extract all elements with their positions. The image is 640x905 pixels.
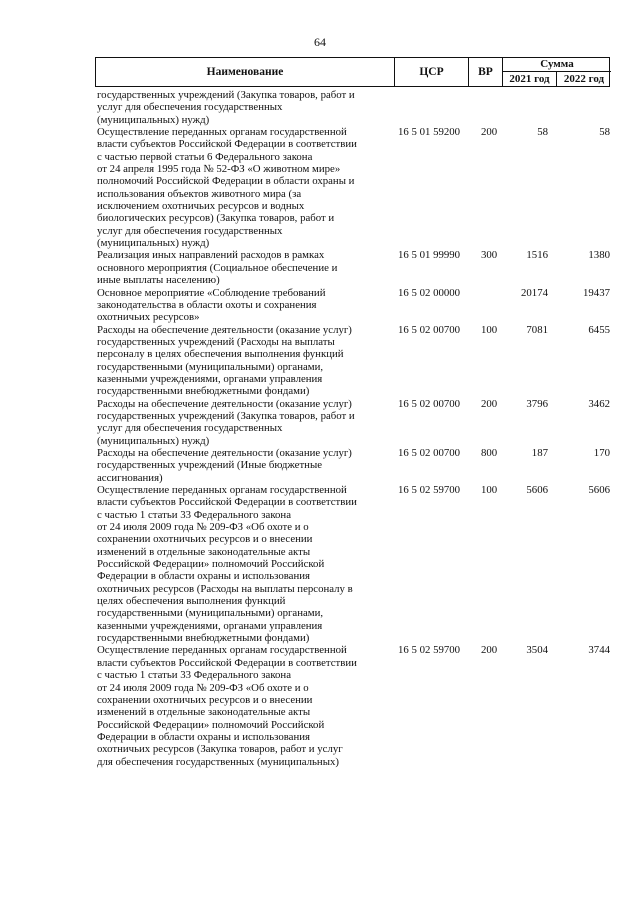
- row-vr: 200: [481, 644, 498, 657]
- table-row: [97, 89, 612, 126]
- row-name-line: основного мероприятия (Социальное обеспечение и: [97, 261, 338, 274]
- row-vr: 200: [481, 126, 498, 139]
- row-csr: 16 5 02 00700: [398, 446, 461, 459]
- row-csr: 16 5 02 59700: [398, 484, 461, 496]
- header-sum: Сумма: [503, 58, 611, 72]
- row-vr: 100: [481, 484, 498, 496]
- row-vr: 300: [481, 249, 498, 262]
- row-value-2022: 170: [593, 446, 610, 459]
- row-name: [97, 287, 389, 324]
- row-name-line: Федерации в области охраны и использования: [97, 730, 310, 743]
- table-row: [97, 126, 612, 249]
- row-name-line: Осуществление переданных органам государственной: [97, 126, 347, 139]
- row-name-line: (муниципальных) нужд): [97, 237, 210, 250]
- row-name-line: Российской Федерации» полномочий Российской: [97, 718, 325, 731]
- row-name-line: Российской Федерации» полномочий Российской: [97, 558, 325, 571]
- row-name-line: Расходы на обеспечение деятельности (оказание услуг): [97, 323, 352, 336]
- row-value-2021: 58: [537, 126, 548, 139]
- row-name: [97, 447, 389, 484]
- row-name-line: государственными (муниципальными) органами,: [97, 607, 324, 620]
- row-name-line: власти субъектов Российской Федерации в соответствии: [97, 496, 357, 509]
- row-name-line: изменений в отдельные законодательные акты: [97, 706, 311, 719]
- table-row: [97, 249, 612, 286]
- row-name: [97, 324, 389, 398]
- row-vr: 100: [481, 323, 498, 336]
- row-name-line: услуг для обеспечения государственных: [97, 224, 283, 237]
- row-name-line: Федерации в области охраны и использования: [97, 570, 310, 583]
- header-sum-group: [503, 58, 611, 86]
- row-name-line: от 24 апреля 1995 года № 52-ФЗ «О животном мире»: [97, 163, 341, 176]
- row-name-line: государственными (муниципальными) органами,: [97, 360, 324, 373]
- row-name-line: государственных учреждений (Закупка товаров, работ и: [97, 89, 355, 101]
- row-name-line: власти субъектов Российской Федерации в соответствии: [97, 138, 357, 151]
- header-vr: ВР: [469, 58, 503, 86]
- row-name-line: государственными внебюджетными фондами): [97, 385, 310, 398]
- table-body: [97, 89, 612, 768]
- row-name-line: сохранении охотничьих ресурсов и о внесении: [97, 693, 313, 706]
- table-row: [97, 644, 612, 767]
- row-name-line: Осуществление переданных органам государственной: [97, 484, 347, 496]
- header-year-2021: 2021 год: [503, 72, 557, 87]
- row-value-2022: 3744: [588, 644, 610, 657]
- row-name-line: казенными учреждениями, органами управления: [97, 619, 323, 632]
- table-row: [97, 447, 612, 484]
- table-row: [97, 398, 612, 447]
- row-name-line: исключением охотничьих ресурсов и водных: [97, 200, 305, 213]
- header-csr: ЦСР: [395, 58, 469, 86]
- row-name-line: Осуществление переданных органам государственной: [97, 644, 347, 657]
- row-name-line: с частью 1 статьи 33 Федерального закона: [97, 508, 292, 521]
- row-csr: 16 5 02 00700: [398, 397, 461, 410]
- row-value-2021: 3504: [526, 644, 548, 657]
- row-name-line: охотничьих ресурсов»: [97, 311, 200, 324]
- row-csr: 16 5 02 00000: [398, 286, 461, 299]
- table-row: [97, 484, 612, 644]
- row-name-line: ассигнования): [97, 471, 163, 484]
- row-value-2021: 1516: [526, 249, 548, 262]
- row-csr: 16 5 01 59200: [398, 126, 461, 139]
- row-csr: 16 5 01 99990: [398, 249, 461, 262]
- row-name-line: охотничьих ресурсов (Закупка товаров, работ и услуг: [97, 743, 343, 756]
- row-name: [97, 644, 389, 767]
- row-name-line: с частью первой статьи 6 Федерального закона: [97, 150, 313, 163]
- row-value-2022: 1380: [588, 249, 610, 262]
- table-row: [97, 324, 612, 398]
- row-name: [97, 484, 389, 644]
- row-name-line: персоналу в целях обеспечения выполнения функций: [97, 348, 344, 361]
- row-name-line: с частью 1 статьи 33 Федерального закона: [97, 669, 292, 682]
- row-vr: 800: [481, 446, 498, 459]
- row-name-line: Расходы на обеспечение деятельности (оказание услуг): [97, 446, 352, 459]
- table-header: [95, 57, 610, 87]
- row-name-line: иные выплаты населению): [97, 274, 220, 287]
- page-number: 64: [314, 35, 326, 49]
- row-value-2021: 3796: [526, 397, 548, 410]
- row-name-line: государственных учреждений (Иные бюджетные: [97, 459, 322, 472]
- row-name-line: государственных учреждений (Расходы на выплаты: [97, 335, 335, 348]
- row-name-line: биологических ресурсов) (Закупка товаров, работ и: [97, 212, 335, 225]
- row-name: [97, 398, 389, 447]
- row-name-line: казенными учреждениями, органами управления: [97, 372, 323, 385]
- row-name-line: законодательства в области охоты и сохранения: [97, 298, 317, 311]
- row-name-line: сохранении охотничьих ресурсов и о внесении: [97, 533, 313, 546]
- row-value-2022: 19437: [583, 286, 610, 299]
- row-name: [97, 249, 389, 286]
- row-name: [97, 89, 389, 126]
- row-value-2021: 20174: [521, 286, 548, 299]
- row-name-line: услуг для обеспечения государственных: [97, 422, 283, 435]
- row-name-line: охотничьих ресурсов (Расходы на выплаты персоналу в: [97, 582, 353, 595]
- table-row: [97, 287, 612, 324]
- row-name-line: использования объектов животного мира (за: [97, 187, 302, 200]
- row-name-line: для обеспечения государственных (муниципальных): [97, 755, 339, 768]
- row-name: [97, 126, 389, 249]
- row-value-2022: 6455: [588, 323, 610, 336]
- row-value-2021: 5606: [526, 484, 548, 496]
- row-name-line: (муниципальных) нужд): [97, 113, 210, 126]
- row-vr: 200: [481, 397, 498, 410]
- row-name-line: (муниципальных) нужд): [97, 434, 210, 447]
- row-name-line: Расходы на обеспечение деятельности (оказание услуг): [97, 397, 352, 410]
- row-name-line: изменений в отдельные законодательные акты: [97, 545, 311, 558]
- row-name-line: целях обеспечения выполнения функций: [97, 595, 286, 608]
- header-year-2022: 2022 год: [563, 73, 605, 85]
- row-value-2021: 187: [531, 446, 548, 459]
- row-name-line: услуг для обеспечения государственных: [97, 101, 283, 114]
- row-name-line: от 24 июля 2009 года № 209-ФЗ «Об охоте и о: [97, 681, 309, 694]
- row-value-2022: 58: [599, 126, 610, 139]
- row-name-line: от 24 июля 2009 года № 209-ФЗ «Об охоте и о: [97, 521, 309, 534]
- row-value-2021: 7081: [526, 323, 548, 336]
- row-name-line: власти субъектов Российской Федерации в соответствии: [97, 656, 357, 669]
- row-csr: 16 5 02 00700: [398, 323, 461, 336]
- row-value-2022: 5606: [588, 484, 610, 496]
- row-name-line: Реализация иных направлений расходов в рамках: [97, 249, 325, 262]
- row-value-2022: 3462: [588, 397, 610, 410]
- row-name-line: полномочий Российской Федерации в области охраны и: [97, 175, 355, 188]
- header-name: Наименование: [96, 58, 395, 86]
- row-name-line: Основное мероприятие «Соблюдение требований: [97, 286, 326, 299]
- row-csr: 16 5 02 59700: [398, 644, 461, 657]
- row-name-line: государственных учреждений (Закупка товаров, работ и: [97, 409, 355, 422]
- row-name-line: государственными внебюджетными фондами): [97, 632, 310, 645]
